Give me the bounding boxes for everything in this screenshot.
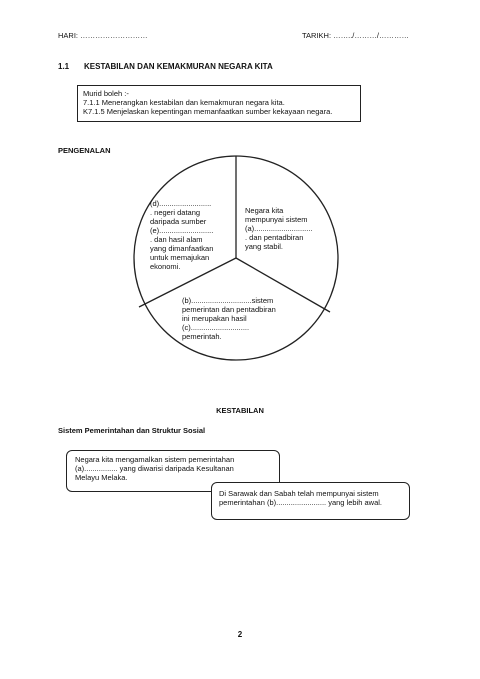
pie-text-line: pemerintah. [182, 332, 222, 341]
pie-text-line: . dan pentadbiran [245, 233, 304, 242]
pie-segment-left [150, 199, 213, 271]
pie-text-line: pemerintan dan pentadbiran [182, 305, 276, 314]
objectives-intro: Murid boleh :- [83, 89, 129, 98]
info-line: pemerintahan (b)........................ yang lebih awal. [219, 498, 382, 507]
intro-heading: PENGENALAN [58, 146, 111, 155]
pie-text-line: yang dimanfaatkan [150, 244, 214, 253]
objective-item: 7.1.1 Menerangkan kestabilan dan kemakmuran negara kita. [83, 98, 285, 107]
objectives-box [77, 85, 361, 122]
pie-text-line: mempunyai sistem [245, 215, 308, 224]
page-number: 2 [237, 630, 243, 639]
pie-text-line: (c)............................ [182, 323, 250, 332]
pie-text-line: untuk memajukan [150, 253, 210, 262]
pie-text-line: Negara kita [245, 206, 284, 215]
kestabilan-heading: KESTABILAN [216, 406, 264, 415]
section-title: KESTABILAN DAN KEMAKMURAN NEGARA KITA [84, 62, 273, 71]
info-box-2 [211, 482, 410, 520]
pie-text-line: (a)............................ [245, 224, 313, 233]
info-line: (a)................ yang diwarisi daripada Kesultanan [75, 464, 234, 473]
subheading: Sistem Pemerintahan dan Struktur Sosial [58, 426, 206, 435]
date-field: TARIKH: ……../………/………… [302, 31, 409, 40]
pie-text-line: . negeri datang [150, 208, 201, 217]
objective-item: K7.1.5 Menjelaskan kepentingan memanfaatkan sumber kekayaan negara. [83, 107, 333, 116]
pie-text-line: (b).............................sistem [182, 296, 274, 305]
pie-text-line: (e).......................... [150, 226, 214, 235]
pie-text-line: (d)......................... [150, 199, 212, 208]
pie-segment-bottom [182, 296, 276, 341]
pie-segment-right [245, 206, 313, 251]
info-line: Negara kita mengamalkan sistem pemerintahan [75, 455, 235, 464]
info-line: Di Sarawak dan Sabah telah mempunyai sistem [219, 489, 379, 498]
pie-text-line: ekonomi. [150, 262, 181, 271]
section-number: 1.1 [58, 62, 70, 71]
pie-text-line: . dan hasil alam [150, 235, 203, 244]
pie-text-line: yang stabil. [245, 242, 283, 251]
pie-text-line: ini merupakan hasil [182, 314, 247, 323]
info-line: Melayu Melaka. [75, 473, 128, 482]
pie-text-line: daripada sumber [150, 217, 207, 226]
day-field: HARI: ……………………… [58, 31, 148, 40]
